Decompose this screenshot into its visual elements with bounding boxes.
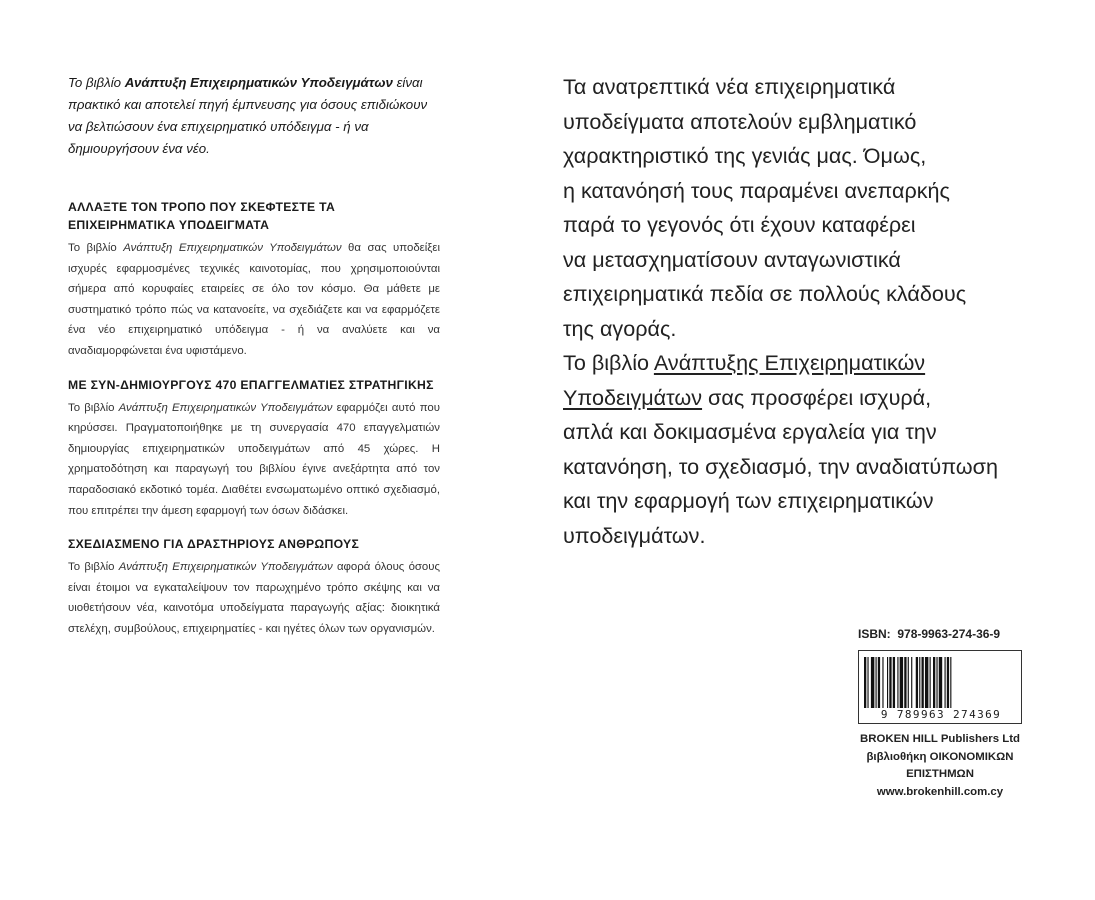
section-designed-for [68, 535, 440, 639]
book-title: Ανάπτυξη Επιχειρηματικών Υποδειγμάτων [118, 401, 333, 414]
section-body: Το βιβλίο Ανάπτυξη Επιχειρηματικών Υποδειγμάτων θα σας υποδείξει ισχυρές εφαρμοσμένες τεχνικές καινοτομίας, που χρησιμοποιούνται σήμερα από κορυφαίες εταιρείες σε όλο τον κόσμο. Θα μάθετε με συστηματικό τρόπο πώς να κατανοείτε, να σχεδιάζετε και να εφαρμόζετε ένα νέο επιχειρηματικό υπόδειγμα - ή να αναλύετε και να αναδιαμορφώνεται ένα υφιστάμενο. [68, 242, 440, 357]
book-title: Ανάπτυξη Επιχειρηματικών Υποδειγμάτων [123, 242, 342, 254]
intro-text: είναι πρακτικό και αποτελεί πηγή έμπνευσης για όσους επιδιώκουν να βελτιώσουν ένα επιχειρηματικό υπόδειγμα - ή να δημιουργήσουν ένα νέο. [68, 75, 428, 156]
blurb-line: Το βιβλίο Ανάπτυξης Επιχειρηματικών [563, 350, 926, 375]
publisher-series-2: ΕΠΙΣΤΗΜΩΝ [906, 768, 974, 781]
section-heading: ΜΕ ΣΥΝ-ΔΗΜΙΟΥΡΓΟΥΣ 470 ΕΠΑΓΓΕΛΜΑΤΙΕΣ ΣΤΡΑΤΗΓΙΚΗΣ [68, 377, 434, 392]
publisher-name: BROKEN HILL Publishers Ltd [860, 733, 1020, 745]
blurb-line: της αγοράς. [563, 315, 677, 341]
isbn-number: 978-9963-274-36-9 [897, 627, 1001, 641]
barcode-digits: 9 789963 274369 [863, 708, 1019, 721]
blurb-line: και την εφαρμογή των επιχειρηματικών [563, 488, 934, 513]
blurb-line: υποδείγματα αποτελούν εμβληματικό [563, 108, 917, 134]
barcode-bars [862, 657, 1018, 709]
section-body: Το βιβλίο Ανάπτυξη Επιχειρηματικών Υποδειγμάτων αφορά όλους όσους είναι έτοιμοι να εγκαταλείψουν τον παρωχημένο τρόπο σκέψης και να υιοθετήσουν νέα, καινοτόμα υποδείγματα παραγωγής αξίας: διοικητικά στελέχη, συμβούλους, επιχειρηματίες - και ηγέτες όλων των οργανισμών. [68, 561, 440, 635]
blurb-line: Τα ανατρεπτικά νέα επιχειρηματικά [563, 74, 896, 99]
blurb-line: υποδειγμάτων. [563, 522, 706, 548]
blurb-line: επιχειρηματικά πεδία σε πολλούς κλάδους [563, 281, 967, 306]
isbn-line [858, 627, 1000, 641]
section-body: Το βιβλίο Ανάπτυξη Επιχειρηματικών Υποδειγμάτων εφαρμόζει αυτό που κηρύσσει. Πραγματοποιήθηκε με τη συνεργασία 470 επαγγελματιών δημιουργίας επιχειρηματικών υποδειγμάτων από 45 χώρες. Η χρηματοδότηση και παραγωγή του βιβλίου έγινε ανεξάρτητα από τον παραδοσιακό εκδοτικό τομέα. Διαθέτει ενσωματωμένο οπτικό σχεδιασμό, που επιτρέπει την άμεση εφαρμογή των όσων διδάσκει. [68, 401, 440, 517]
publisher-series: βιβλιοθήκη ΟΙΚΟΝΟΜΙΚΩΝ [866, 750, 1014, 763]
book-title: Ανάπτυξη Επιχειρηματικών Υποδειγμάτων [118, 561, 333, 574]
book-title-underlined: Ανάπτυξης Επιχειρηματικών [653, 350, 926, 375]
blurb-line: χαρακτηριστικό της γενιάς μας. Όμως, [563, 143, 927, 168]
intro-prefix: Το βιβλίο [68, 75, 125, 90]
book-title-underlined: Υποδειγμάτων [563, 384, 703, 410]
blurb-line: απλά και δοκιμασμένα εργαλεία για την [563, 419, 937, 444]
blurb-line: να μετασχηματίσουν ανταγωνιστικά [563, 246, 901, 272]
left-column [68, 72, 440, 640]
right-column-blurb [563, 70, 1063, 553]
blurb-line: κατανόηση, το σχεδιασμό, την αναδιατύπωση [563, 453, 999, 479]
isbn-label: ISBN: [858, 627, 891, 641]
section-heading: ΣΧΕΔΙΑΣΜΕΝΟ ΓΙΑ ΔΡΑΣΤΗΡΙΟΥΣ ΑΝΘΡΩΠΟΥΣ [68, 537, 360, 552]
publisher-block [832, 731, 1048, 801]
barcode [858, 650, 1022, 724]
section-co-creators [68, 376, 440, 522]
publisher-website: www.brokenhill.com.cy [876, 785, 1004, 798]
blurb-line: Υποδειγμάτων σας προσφέρει ισχυρά, [563, 384, 932, 410]
intro-book-title: Ανάπτυξη Επιχειρηματικών Υποδειγμάτων [124, 75, 393, 90]
blurb-line: παρά το γεγονός ότι έχουν καταφέρει [563, 212, 916, 237]
blurb-line: η κατανόησή τους παραμένει ανεπαρκής [563, 177, 950, 203]
section-change-thinking [68, 198, 440, 362]
intro-paragraph [68, 72, 440, 160]
section-heading: ΑΛΛΑΞΤΕ ΤΟΝ ΤΡΟΠΟ ΠΟΥ ΣΚΕΦΤΕΣΤΕ ΤΑ ΕΠΙΧΕΙΡΗΜΑΤΙΚΑ ΥΠΟΔΕΙΓΜΑΤΑ [68, 200, 336, 232]
